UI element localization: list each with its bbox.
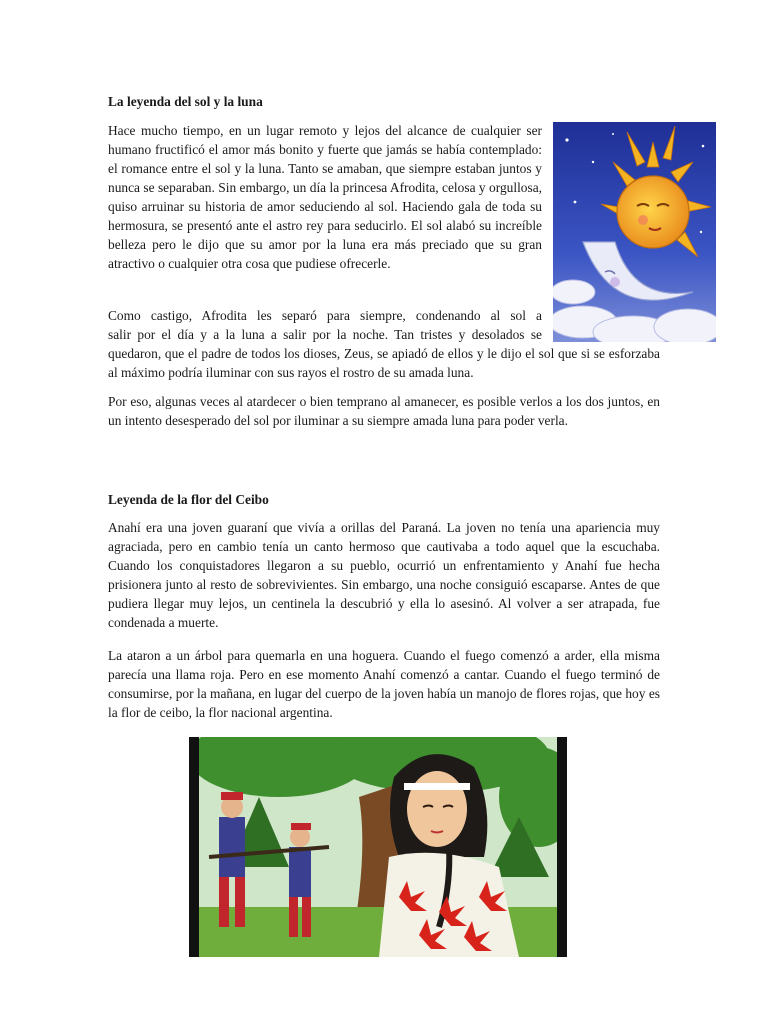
paragraph: Hace mucho tiempo, en un lugar remoto y lejos del alcance de cualquier ser humano fructificó el amor más bonito y fuerte que jamás se había contemplado: el romance entre el sol y la luna. Tanto se amaban, que siempre estaban juntos y nunca se separaban. Sin embargo, un día la princesa Afrodita, celosa y orgullosa, quiso arruinar su historia de amor seduciendo al sol. Haciendo gala de toda su hermosura, se presentó ante el astro rey para seducirlo. El sol alabó su increíble belleza pero le dijo que su amor por la luna era más preciado que su gran atractivo o cualquier otra cosa que pudiese ofrecerle. xyxy=(108,123,542,271)
paragraph: La ataron a un árbol para quemarla en una hoguera. Cuando el fuego comenzó a arder, ella misma parecía una llama roja. Pero en ese momento Anahí comenzó a cantar. Cuando el fuego terminó de consumirse, por la mañana, en lugar del cuerpo de la joven había un manojo de flores rojas, que hoy es la flor de ceibo, la flor nacional argentina. xyxy=(108,648,660,720)
paragraph-line: salir por el día y a la luna a salir por la noche. Tan tristes y desolados se xyxy=(108,327,542,342)
paragraph-rest: quedaron, que el padre de todos los dioses, Zeus, se apiadó de ellos y le dijo el sol que si se esforzaba al máximo podría iluminar con sus rayos el rostro de su amada luna. xyxy=(108,346,660,380)
paragraph-line: Como castigo, Afrodita les separó para siempre, condenando al sol a xyxy=(108,308,542,323)
section-title-ceibo: Leyenda de la flor del Ceibo xyxy=(108,492,269,507)
paragraph: Anahí era una joven guaraní que vivía a orillas del Paraná. La joven no tenía una apariencia muy agraciada, pero en cambio tenía un canto hermoso que cautivaba a todo aquel que la escuchaba. Cuando los conquistadores llegaron a su pueblo, ocurrió un enfrentamiento y Anahí fue hecha prisionera junto al resto de sobrevivientes. Sin embargo, una noche consiguió escaparse. Antes de que pudiera llegar muy lejos, un centinela la descubrió y ella lo asesinó. Al volver a ser atrapada, fue condenada a muerte. xyxy=(108,520,660,630)
paragraph: Por eso, algunas veces al atardecer o bien temprano al amanecer, es posible verlos a los dos juntos, en un intento desesperado del sol por iluminar a su siempre amada luna para poder verla. xyxy=(108,394,660,428)
paragraph xyxy=(108,306,660,382)
section-title-sol-luna: La leyenda del sol y la luna xyxy=(108,94,263,109)
ceibo-legend-illustration xyxy=(189,737,567,957)
